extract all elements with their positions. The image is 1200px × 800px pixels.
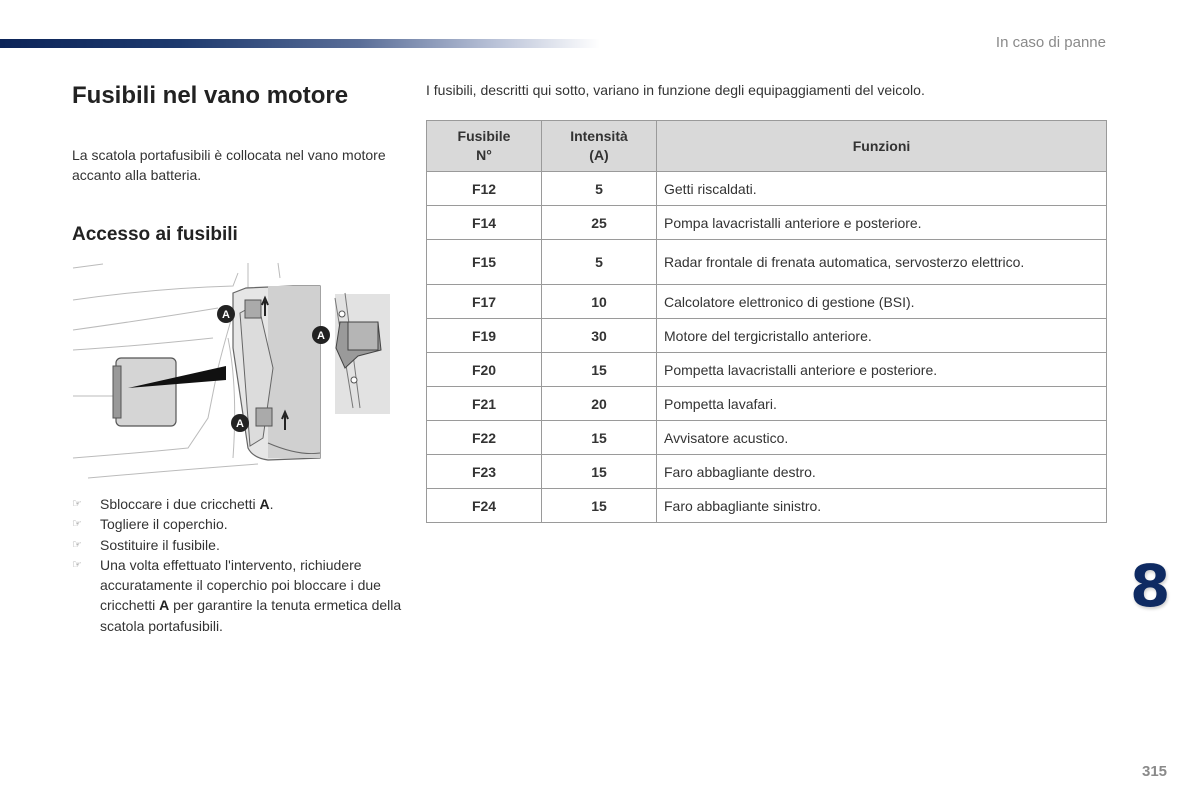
svg-text:A: A [236,418,244,430]
fuse-function: Pompetta lavafari. [657,387,1107,421]
fuse-number: F14 [427,206,542,240]
fuse-number: F23 [427,455,542,489]
subsection-title: Accesso ai fusibili [72,224,238,245]
fuse-number: F19 [427,319,542,353]
fuse-amperage: 15 [542,421,657,455]
fuse-function: Radar frontale di frenata automatica, servosterzo elettrico. [657,240,1107,285]
pointing-hand-icon: ☞ [72,558,82,571]
table-row [427,319,1107,353]
table-row [427,489,1107,523]
page-number: 315 [1142,763,1168,780]
header-amperage: Intensità (A) [542,121,657,172]
fuse-number: F15 [427,240,542,285]
intro-paragraph: La scatola portafusibili è collocata nel vano motore accanto alla batteria. [72,147,386,183]
pointing-hand-icon: ☞ [72,538,82,551]
fuse-amperage: 20 [542,387,657,421]
step-item: ☞ Sostituire il fusibile. [72,535,402,555]
fuse-function: Pompetta lavacristalli anteriore e posteriore. [657,353,1107,387]
fuse-box-small [116,358,176,426]
fuse-number: F24 [427,489,542,523]
pointing-hand-icon: ☞ [72,498,82,510]
svg-text:A: A [222,309,230,321]
fuse-number: F20 [427,353,542,387]
header-accent-bar [0,39,600,48]
pointing-hand-icon: ☞ [72,518,82,531]
header-functions: Funzioni [657,121,1107,172]
table-row [427,387,1107,421]
section-title: In caso di panne [995,34,1106,51]
fuse-function: Faro abbagliante sinistro. [657,489,1107,523]
table-row [427,172,1107,206]
fuse-amperage: 30 [542,319,657,353]
fuse-function: Calcolatore elettronico di gestione (BSI). [657,285,1107,319]
fuse-amperage: 15 [542,455,657,489]
step-item: ☞ Sbloccare i due cricchetti A. [72,494,402,514]
fuse-amperage: 5 [542,172,657,206]
chapter-number: 8 [1130,552,1171,620]
step-item: ☞ Una volta effettuato l'intervento, richiudere accuratamente il coperchio poi bloccare i due cricchetti A per garantire la tenuta ermetica della scatola portafusibili. [72,556,402,634]
table-row [427,455,1107,489]
step-item: ☞ Togliere il coperchio. [72,514,402,534]
fuse-amperage: 15 [542,353,657,387]
fuse-function: Faro abbagliante destro. [657,455,1107,489]
table-row [427,421,1107,455]
svg-text:A: A [317,330,325,342]
fuse-box-illustration [68,258,393,483]
table-header-row [427,121,1107,172]
fuse-amperage: 25 [542,206,657,240]
instruction-steps [72,494,402,636]
page-title: Fusibili nel vano motore [72,82,349,109]
fuse-amperage: 5 [542,240,657,285]
fuse-number: F17 [427,285,542,319]
table-intro: I fusibili, descritti qui sotto, variano in funzione degli equipaggiamenti del veicolo. [426,82,925,98]
fuse-table [426,120,1107,523]
fuse-number: F12 [427,172,542,206]
fuse-function: Motore del tergicristallo anteriore. [657,319,1107,353]
fuse-amperage: 10 [542,285,657,319]
table-row [427,240,1107,285]
fuse-amperage: 15 [542,489,657,523]
fuse-function: Avvisatore acustico. [657,421,1107,455]
header-fuse: Fusibile N° [427,121,542,172]
table-row [427,206,1107,240]
table-row [427,353,1107,387]
fuse-number: F22 [427,421,542,455]
table-row [427,285,1107,319]
fuse-function: Getti riscaldati. [657,172,1107,206]
fuse-number: F21 [427,387,542,421]
fuse-function: Pompa lavacristalli anteriore e posteriore. [657,206,1107,240]
